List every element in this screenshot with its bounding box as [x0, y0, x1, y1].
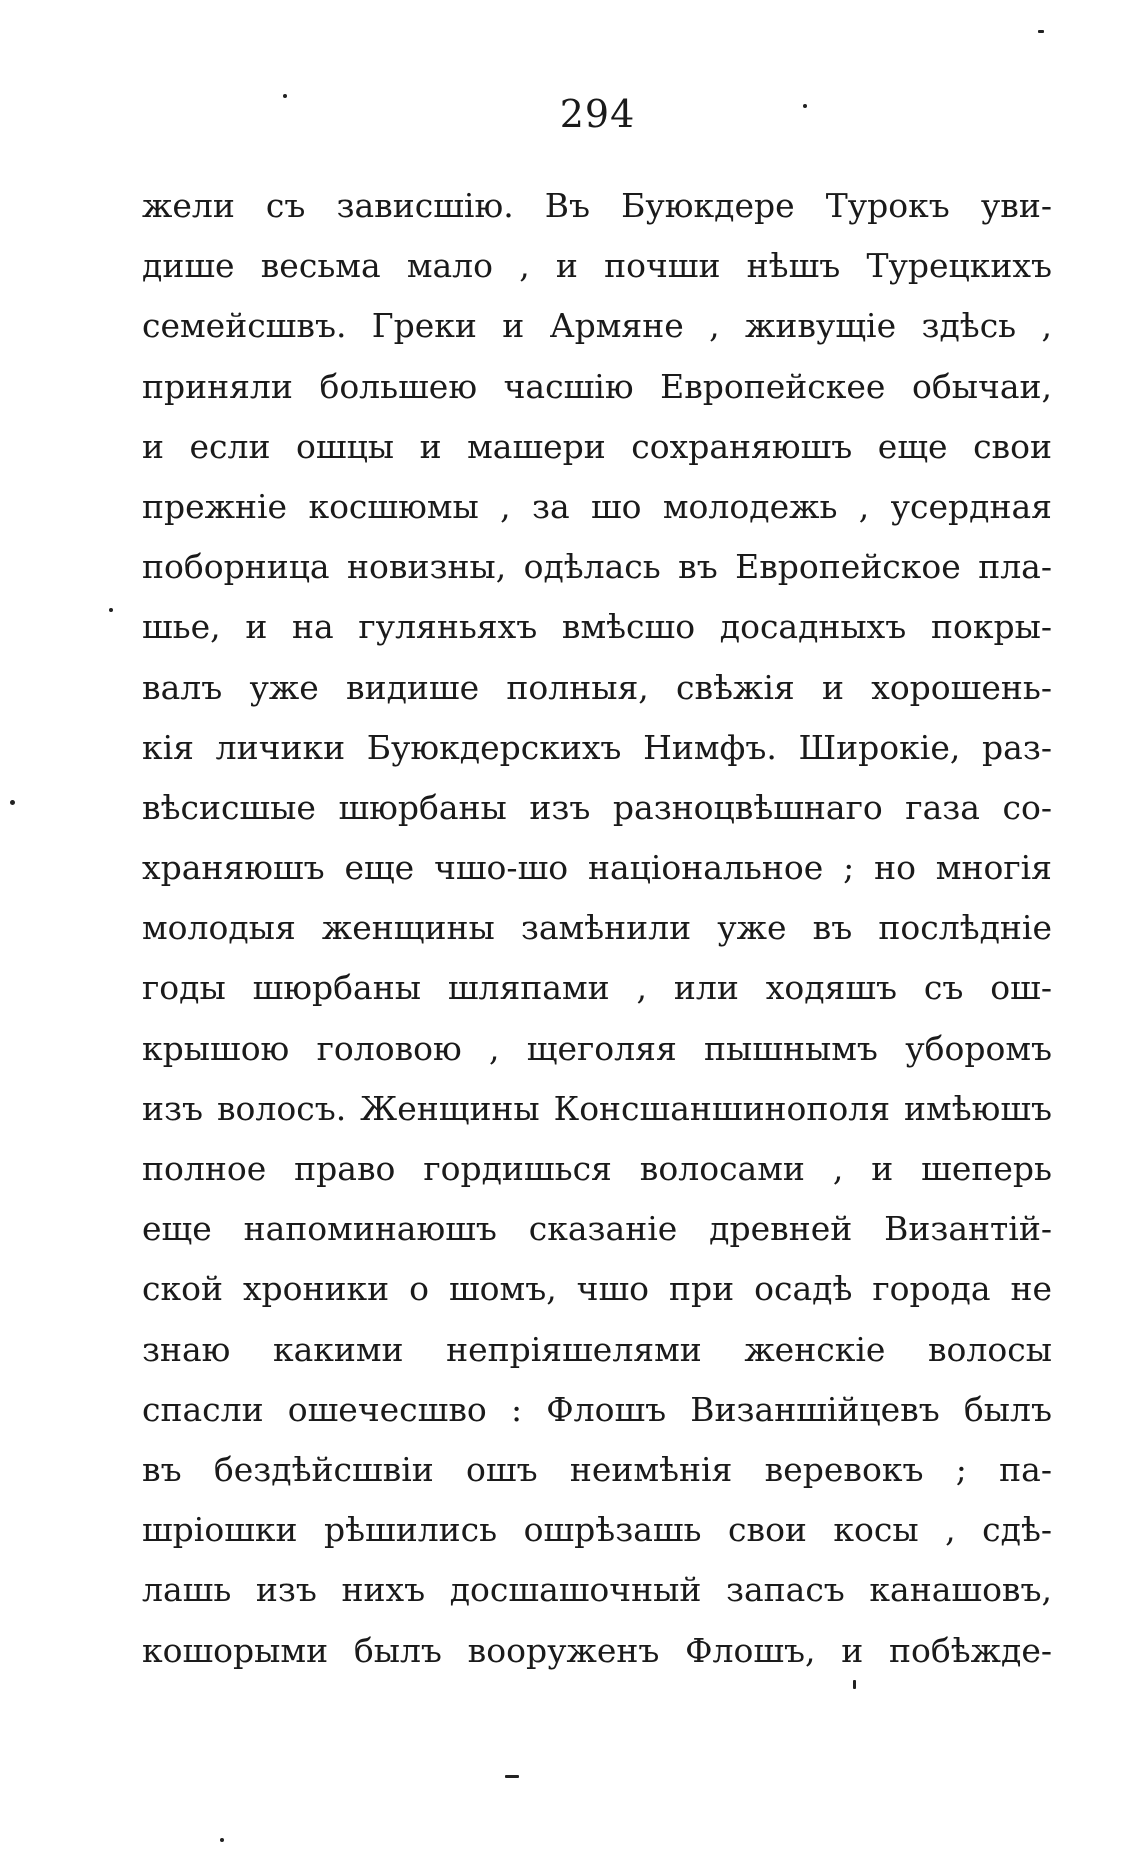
- body-text: [142, 176, 1052, 1681]
- text-line: кошорыми былъ вооруженъ Флошъ, и побѣжде-: [142, 1630, 1052, 1670]
- text-line: храняюшъ еще чшо-шо національное ; но многія: [142, 848, 1052, 888]
- text-line: вѣсисшые шюрбаны изъ разноцвѣшнаго газа со-: [142, 787, 1052, 827]
- scan-speck: [220, 1838, 224, 1842]
- text-line: кія личики Буюкдерскихъ Нимфъ. Широкіе, раз-: [142, 727, 1052, 767]
- scan-speck: [1038, 30, 1044, 33]
- text-line: лашь изъ нихъ досшашочный запасъ канашовъ,: [142, 1570, 1052, 1610]
- scan-speck: [505, 1775, 519, 1778]
- text-line: изъ волосъ. Женщины Консшаншинополя имѣюшъ: [142, 1088, 1052, 1128]
- text-line: полное право гордишься волосами , и шеперь: [142, 1149, 1052, 1188]
- text-line: въ бездѣйсшвіи ошъ неимѣнія веревокъ ; па-: [142, 1449, 1052, 1489]
- text-line: и если ошцы и машери сохраняюшъ еще свои: [142, 426, 1052, 466]
- text-line: шріошки рѣшились ошрѣзашь свои косы , сдѣ-: [142, 1510, 1052, 1550]
- text-line: жели съ зависшію. Въ Буюкдере Турокъ уви-: [142, 186, 1052, 225]
- text-line: годы шюрбаны шляпами , или ходяшъ съ ош-: [142, 968, 1052, 1008]
- scan-speck: [283, 94, 287, 98]
- text-line: дише весьма мало , и почши нѣшъ Турецкихъ: [142, 246, 1052, 286]
- scan-speck: [10, 800, 15, 805]
- text-line: прежніе косшюмы , за шо молодежь , усердная: [142, 486, 1052, 526]
- page-number: 294: [559, 92, 636, 136]
- text-line: поборница новизны, одѣлась въ Европейское пла-: [142, 547, 1052, 587]
- text-line: семейсшвъ. Греки и Армяне , живущіе здѣсь ,: [142, 306, 1052, 346]
- text-line: знаю какими непріяшелями женскіе волосы: [142, 1329, 1052, 1369]
- text-line: валъ уже видише полныя, свѣжія и хорошень-: [142, 667, 1052, 707]
- scan-speck: [853, 1680, 856, 1689]
- text-line: ской хроники о шомъ, чшо при осадѣ города не: [142, 1269, 1052, 1309]
- text-line: крышою головою , щеголяя пышнымъ уборомъ: [142, 1028, 1052, 1068]
- scan-speck: [803, 104, 807, 108]
- text-line: молодыя женщины замѣнили уже въ послѣдніе: [142, 908, 1052, 948]
- scan-speck: [109, 608, 113, 612]
- text-line: спасли ошечесшво : Флошъ Визаншійцевъ былъ: [142, 1389, 1052, 1429]
- text-line: еще напоминаюшъ сказаніе древней Византій-: [142, 1209, 1052, 1249]
- text-line: приняли большею часшію Европейскее обычаи,: [142, 366, 1052, 406]
- text-line: шье, и на гуляньяхъ вмѣсшо досадныхъ покры-: [142, 607, 1052, 647]
